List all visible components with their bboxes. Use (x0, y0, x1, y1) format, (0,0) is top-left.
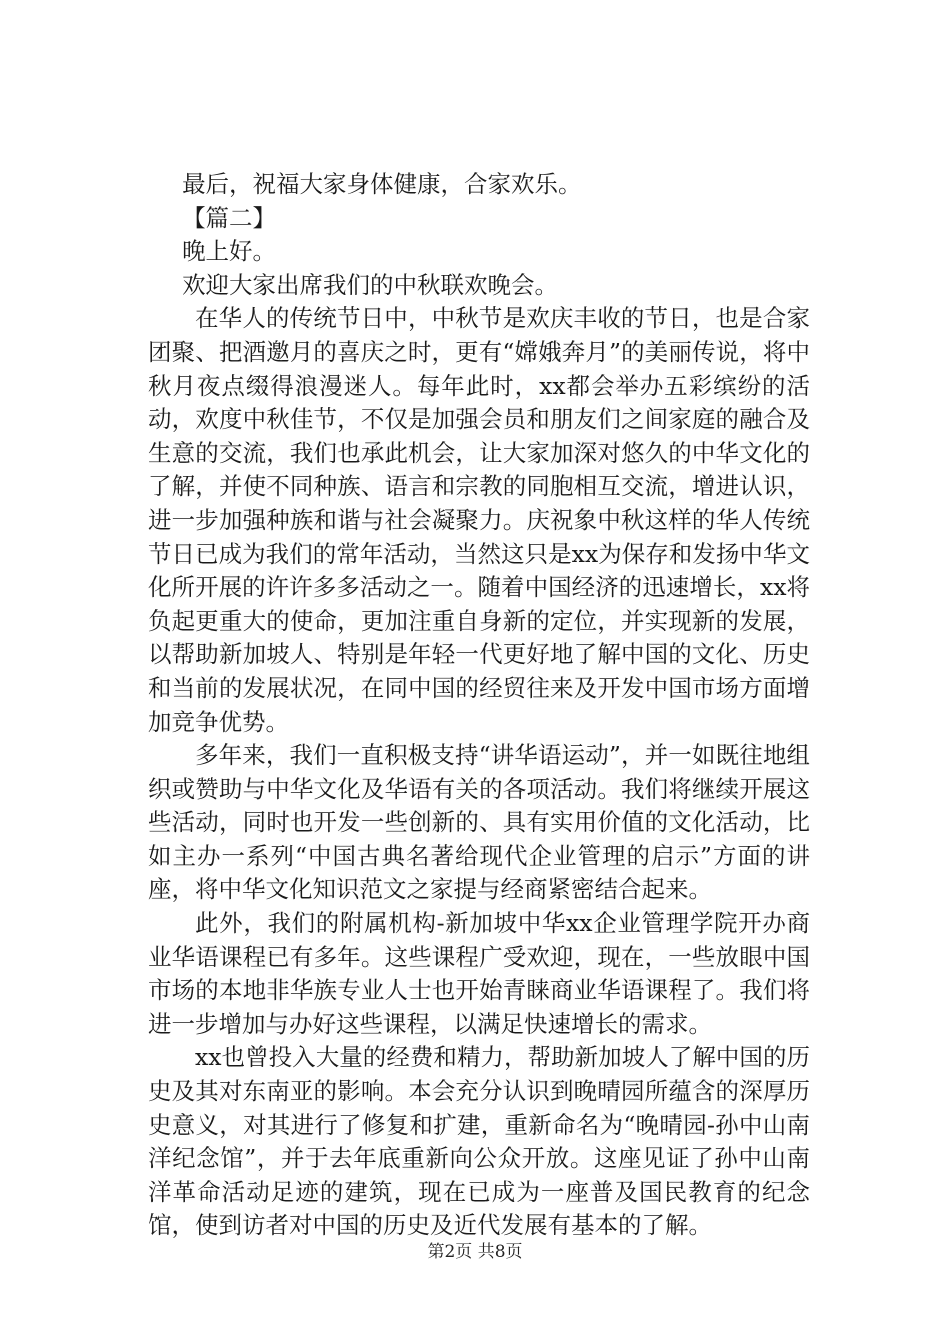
paragraph-mid-autumn: 在华人的传统节日中，中秋节是欢庆丰收的节日，也是合家团聚、把酒邀月的喜庆之时，更有“嫦娥奔月”的美丽传说，将中秋月夜点缀得浪漫迷人。每年此时，xx都会举办五彩缤纷的活动，欢度中秋佳节，不仅是加强会员和朋友们之间家庭的融合及生意的交流，我们也承此机会，让大家加深对悠久的中华文化的了解，并使不同种族、语言和宗教的同胞相互交流，增进认识，进一步加强种族和谐与社会凝聚力。庆祝象中秋这样的华人传统节日已成为我们的常年活动，当然这只是xx为保存和发扬中华文化所开展的许许多多活动之一。随着中国经济的迅速增长，xx将负起更重大的使命，更加注重自身新的定位，并实现新的发展，以帮助新加坡人、特别是年轻一代更好地了解中国的文化、历史和当前的发展状况，在同中国的经贸往来及开发中国市场方面增加竞争优势。 (148, 304, 810, 736)
section-heading: 【篇二】 (182, 203, 277, 232)
paragraph-mandarin-campaign: 多年来，我们一直积极支持“讲华语运动”，并一如既往地组织或赞助与中华文化及华语有关的各项活动。我们将继续开展这些活动，同时也开发一些创新的、具有实用价值的文化活动，比如主办一系列“中国古典名著给现代企业管理的启示”方面的讲座，将中华文化知识范文之家提与经商紧密结合起来。 (148, 741, 810, 904)
paragraph-welcome: 欢迎大家出席我们的中秋联欢晚会。 (182, 270, 559, 299)
paragraph-closing-wish: 最后，祝福大家身体健康，合家欢乐。 (182, 170, 582, 198)
page-number-footer: 第2页 共8页 (427, 1242, 523, 1262)
paragraph-memorial-hall: xx也曾投入大量的经费和精力，帮助新加坡人了解中国的历史及其对东南亚的影响。本会充分认识到晚晴园所蕴含的深厚历史意义，对其进行了修复和扩建，重新命名为“晚晴园-孙中山南洋纪念馆”，并于去年底重新向公众开放。这座见证了孙中山南洋革命活动足迹的建筑，现在已成为一座普及国民教育的纪念馆，使到访者对中国的历史及近代发展有基本的了解。 (148, 1043, 810, 1240)
paragraph-business-courses: 此外，我们的附属机构-新加坡中华xx企业管理学院开办商业华语课程已有多年。这些课程广受欢迎，现在，一些放眼中国市场的本地非华族专业人士也开始青睐商业华语课程了。我们将进一步增加与办好这些课程，以满足快速增长的需求。 (148, 909, 810, 1038)
document-body (148, 168, 810, 1243)
paragraph-greeting: 晚上好。 (182, 237, 277, 266)
